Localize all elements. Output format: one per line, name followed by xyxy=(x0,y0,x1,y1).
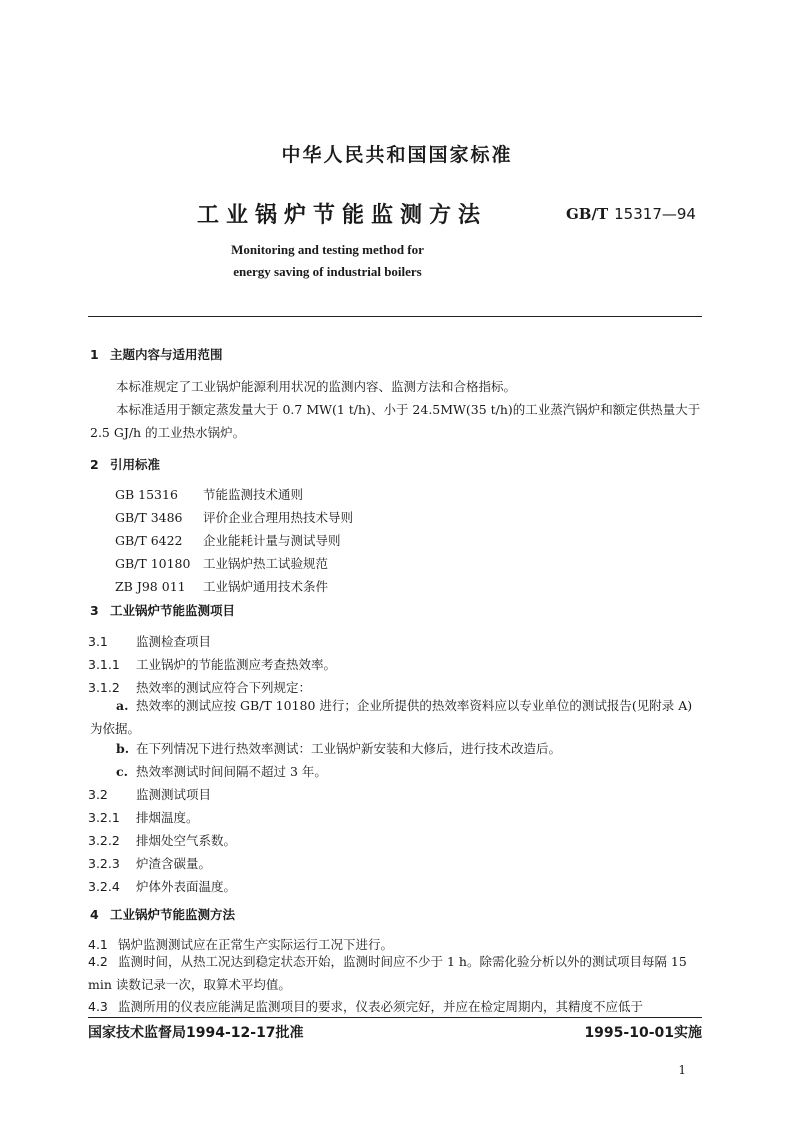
top-divider xyxy=(88,316,702,317)
section-1-paragraph-2: 本标准适用于额定蒸发量大于 0.7 MW(1 t/h)、小于 24.5MW(35 t/h)的工业蒸汽锅炉和额定供热量大于 2.5 GJ/h 的工业热水锅炉。 xyxy=(90,402,701,440)
clause-item: 3.1.1 工业锅炉的节能监测应考查热效率。 xyxy=(88,657,337,672)
clause-item: 3.2.4 炉体外表面温度。 xyxy=(88,879,237,894)
national-standard-heading: 中华人民共和国国家标准 xyxy=(281,144,513,166)
standard-number-value: 15317—94 xyxy=(614,205,696,223)
clause-item: 3.1 监测检查项目 xyxy=(88,634,212,649)
section-1-paragraph-1: 本标准规定了工业锅炉能源利用状况的监测内容、监测方法和合格指标。 xyxy=(116,379,517,394)
standard-number xyxy=(566,205,696,223)
page-number: 1 xyxy=(678,1063,686,1077)
clause-item: 4.3 监测所用的仪表应能满足监测项目的要求，仪表必须完好，并应在检定周期内，其精度不应低于 xyxy=(88,999,644,1014)
reference-item: GB/T 6422 企业能耗计量与测试导则 xyxy=(115,533,341,548)
standard-code: GB/T xyxy=(566,205,609,223)
section-1-heading: 1 主题内容与适用范围 xyxy=(90,347,223,362)
list-item-a: a. 热效率的测试应按 GB/T 10180 进行；企业所提供的热效率资料应以专业单位的测试报告(见附录 A)为依据。 xyxy=(90,698,693,736)
english-title-line1: Monitoring and testing method for xyxy=(231,242,424,257)
reference-item: GB/T 10180 工业锅炉热工试验规范 xyxy=(115,556,329,571)
reference-item: GB/T 3486 评价企业合理用热技术导则 xyxy=(115,510,354,525)
section-3-heading: 3 工业锅炉节能监测项目 xyxy=(90,603,236,618)
section-2-heading: 2 引用标准 xyxy=(90,457,161,472)
list-item-c: c. 热效率测试时间间隔不超过 3 年。 xyxy=(116,764,327,779)
reference-item: GB 15316 节能监测技术通则 xyxy=(115,487,304,502)
clause-item: 3.1.2 热效率的测试应符合下列规定： xyxy=(88,680,312,695)
clause-item: 4.1 锅炉监测测试应在正常生产实际运行工况下进行。 xyxy=(88,937,394,952)
list-item-b: b. 在下列情况下进行热效率测试：工业锅炉新安装和大修后，进行技术改造后。 xyxy=(116,741,562,756)
clause-item: 3.2.1 排烟温度。 xyxy=(88,810,199,825)
document-title: 工业锅炉节能监测方法 xyxy=(197,203,488,228)
effective-date: 1995-10-01实施 xyxy=(584,1025,702,1041)
clause-item: 4.2 监测时间，从热工况达到稳定状态开始，监测时间应不少于 1 h。除需化验分析以外的测试项目每隔 15 min 读数记录一次，取算术平均值。 xyxy=(88,954,687,992)
reference-item: ZB J98 011 工业锅炉通用技术条件 xyxy=(115,579,329,594)
section-4-heading: 4 工业锅炉节能监测方法 xyxy=(90,907,236,922)
english-title-line2: energy saving of industrial boilers xyxy=(233,264,422,279)
approval-info: 国家技术监督局1994-12-17批准 xyxy=(88,1025,304,1041)
clause-item: 3.2.2 排烟处空气系数。 xyxy=(88,833,237,848)
clause-item: 3.2 监测测试项目 xyxy=(88,787,212,802)
clause-item: 3.2.3 炉渣含碳量。 xyxy=(88,856,212,871)
bottom-divider xyxy=(88,1017,702,1018)
